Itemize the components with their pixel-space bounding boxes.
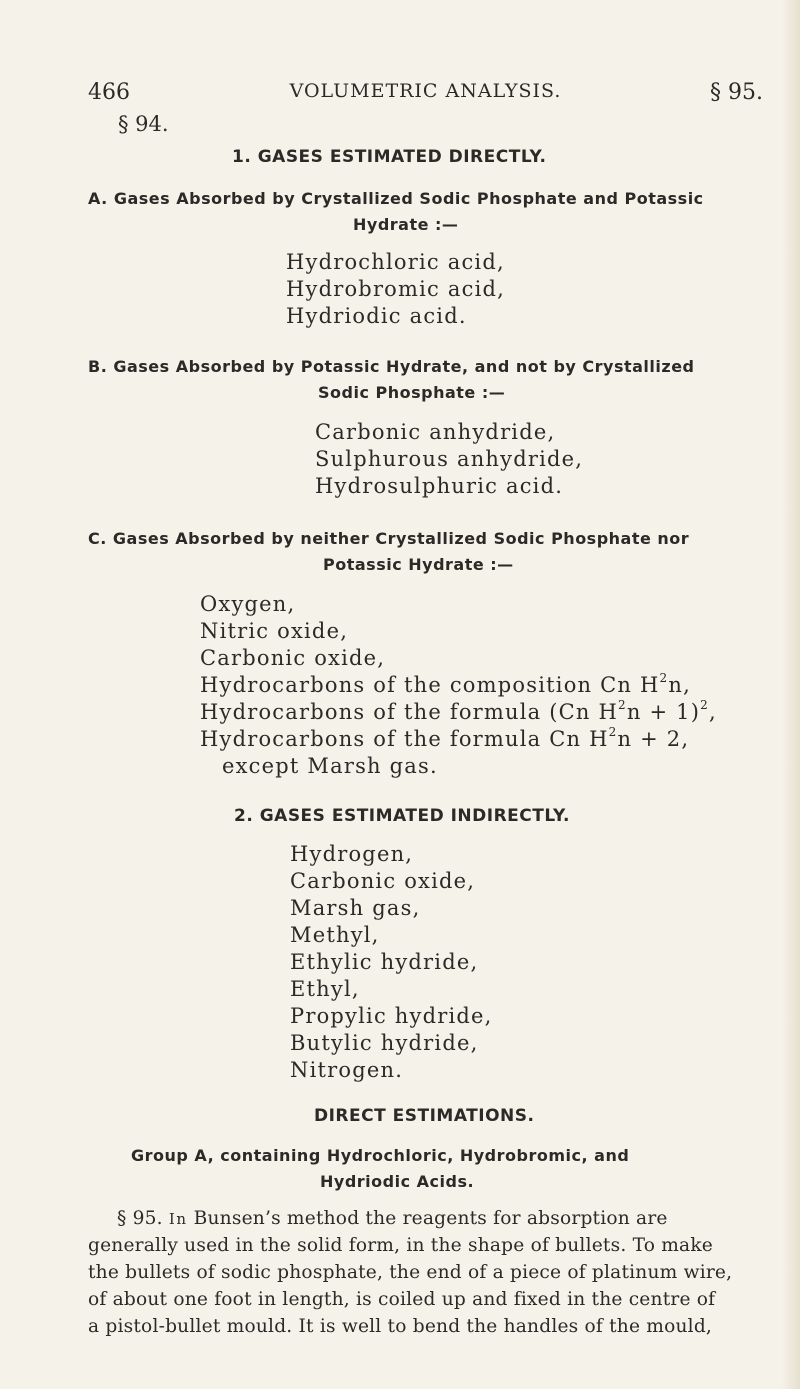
groupB-heading-2: Sodic Phosphate :—	[318, 383, 506, 402]
part2-item: Propylic hydride,	[290, 1004, 493, 1028]
groupB-item: Sulphurous anhydride,	[315, 447, 584, 471]
direct-title: DIRECT ESTIMATIONS.	[314, 1106, 535, 1126]
groupB-item: Hydrosulphuric acid.	[315, 474, 564, 498]
page-number: 466	[88, 80, 130, 105]
running-header	[88, 80, 763, 112]
paragraph-lead: In	[168, 1210, 188, 1228]
part2-item: Marsh gas,	[290, 896, 421, 920]
header-section: § 95.	[710, 80, 763, 105]
groupB-item: Carbonic anhydride,	[315, 420, 556, 444]
part2-item: Butylic hydride,	[290, 1031, 479, 1055]
groupC-formula-cont: except Marsh gas.	[222, 754, 438, 778]
part2-item: Ethyl,	[290, 977, 360, 1001]
paragraph-line: generally used in the solid form, in the shape of bullets. To make	[88, 1235, 714, 1256]
page-edge-shadow	[782, 0, 800, 1389]
groupC-item: Nitric oxide,	[200, 619, 349, 643]
paragraph-line: a pistol-bullet mould. It is well to bend the handles of the mould,	[88, 1316, 713, 1337]
direct-group-1: Group A, containing Hydrochloric, Hydrobromic, and	[131, 1146, 630, 1165]
part2-item: Methyl,	[290, 923, 380, 947]
groupC-heading-1: C. Gases Absorbed by neither Crystallized Sodic Phosphate nor	[88, 529, 690, 548]
groupC-formula: Hydrocarbons of the formula (Cn $H^2n + 1)^2$,	[200, 698, 717, 724]
groupC-formula: Hydrocarbons of the composition Cn $H^2n$,	[200, 671, 691, 697]
groupB-heading-1: B. Gases Absorbed by Potassic Hydrate, and not by Crystallized	[88, 357, 695, 376]
groupC-heading-2: Potassic Hydrate :—	[323, 555, 514, 574]
groupA-heading-2: Hydrate :—	[353, 215, 459, 234]
paragraph-line: the bullets of sodic phosphate, the end of a piece of platinum wire,	[88, 1262, 733, 1283]
groupC-formula: Hydrocarbons of the formula Cn $H^2n + 2$,	[200, 725, 690, 751]
part2-title: 2. GASES ESTIMATED INDIRECTLY.	[234, 806, 571, 826]
part2-item: Nitrogen.	[290, 1058, 404, 1082]
groupA-item: Hydrochloric acid,	[286, 250, 505, 274]
paragraph-section: § 95.	[117, 1208, 163, 1229]
part2-item: Ethylic hydride,	[290, 950, 479, 974]
groupA-item: Hydrobromic acid,	[286, 277, 506, 301]
paragraph-line: § 95. In Bunsen’s method the reagents for absorption are	[117, 1208, 668, 1229]
groupA-heading-1: A. Gases Absorbed by Crystallized Sodic Phosphate and Potassic	[88, 189, 704, 208]
groupC-item: Oxygen,	[200, 592, 296, 616]
groupC-item: Carbonic oxide,	[200, 646, 386, 670]
section-mark: § 94.	[118, 112, 169, 136]
part2-item: Carbonic oxide,	[290, 869, 476, 893]
paragraph-line: of about one foot in length, is coiled up and fixed in the centre of	[88, 1289, 716, 1310]
running-title: VOLUMETRIC ANALYSIS.	[289, 80, 562, 102]
part1-title: 1. GASES ESTIMATED DIRECTLY.	[232, 147, 547, 167]
groupA-item: Hydriodic acid.	[286, 304, 467, 328]
direct-group-2: Hydriodic Acids.	[320, 1172, 475, 1191]
part2-item: Hydrogen,	[290, 842, 414, 866]
